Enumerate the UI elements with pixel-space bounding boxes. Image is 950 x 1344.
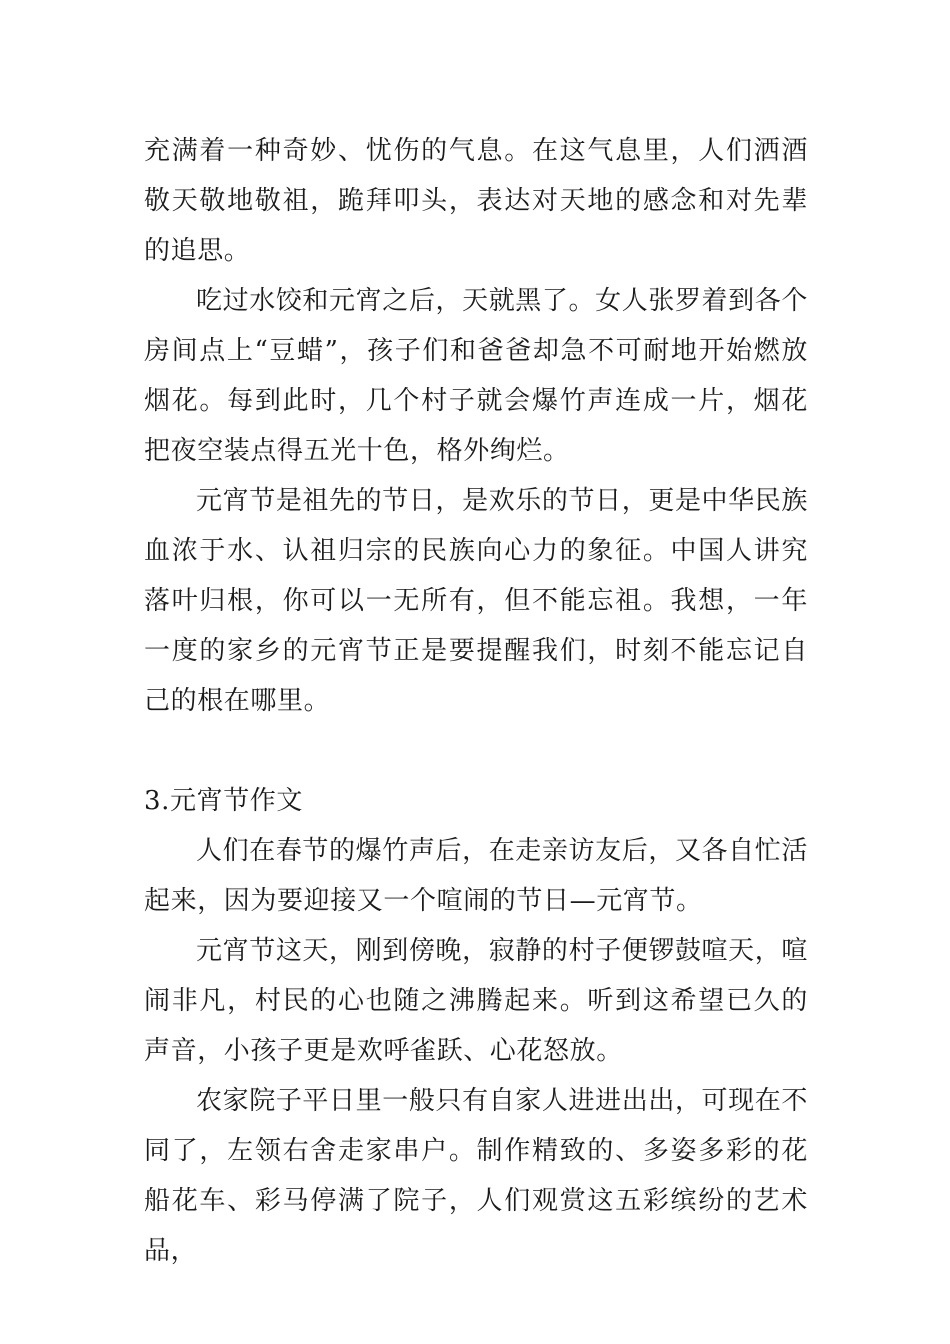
paragraph-after-spring-festival: 人们在春节的爆竹声后，在走亲访友后，又各自忙活起来，因为要迎接又一个喧闹的节日—元宵节。 (144, 836, 808, 916)
paragraph-dinner-fireworks: 吃过水饺和元宵之后，天就黑了。女人张罗着到各个房间点上“豆蜡”，孩子们和爸爸却急不可耐地开始燃放烟花。每到此时，几个村子就会爆竹声连成一片，烟花把夜空装点得五光十色，格外绚烂。 (144, 286, 808, 466)
paragraph-courtyard-floats: 农家院子平日里一般只有自家人进进出出，可现在不同了，左领右舍走家串户。制作精致的、多姿多彩的花船花车、彩马停满了院子，人们观赏这五彩缤纷的艺术品， (144, 1086, 808, 1266)
continued-paragraph: 充满着一种奇妙、忧伤的气息。在这气息里，人们洒酒敬天敬地敬祖，跪拜叩头，表达对天地的感念和对先辈的追思。 (144, 136, 808, 266)
paragraph-evening-drums: 元宵节这天，刚到傍晚，寂静的村子便锣鼓喧天，喧闹非凡，村民的心也随之沸腾起来。听到这希望已久的声音，小孩子更是欢呼雀跃、心花怒放。 (144, 936, 808, 1066)
section-gap (144, 726, 808, 776)
paragraph-festival-meaning: 元宵节是祖先的节日，是欢乐的节日，更是中华民族血浓于水、认祖归宗的民族向心力的象征。中国人讲究落叶归根，你可以一无所有，但不能忘祖。我想，一年一度的家乡的元宵节正是要提醒我们，时刻不能忘记自己的根在哪里。 (144, 486, 808, 716)
document-body (144, 126, 808, 1276)
section-heading: 3.元宵节作文 (144, 786, 304, 816)
